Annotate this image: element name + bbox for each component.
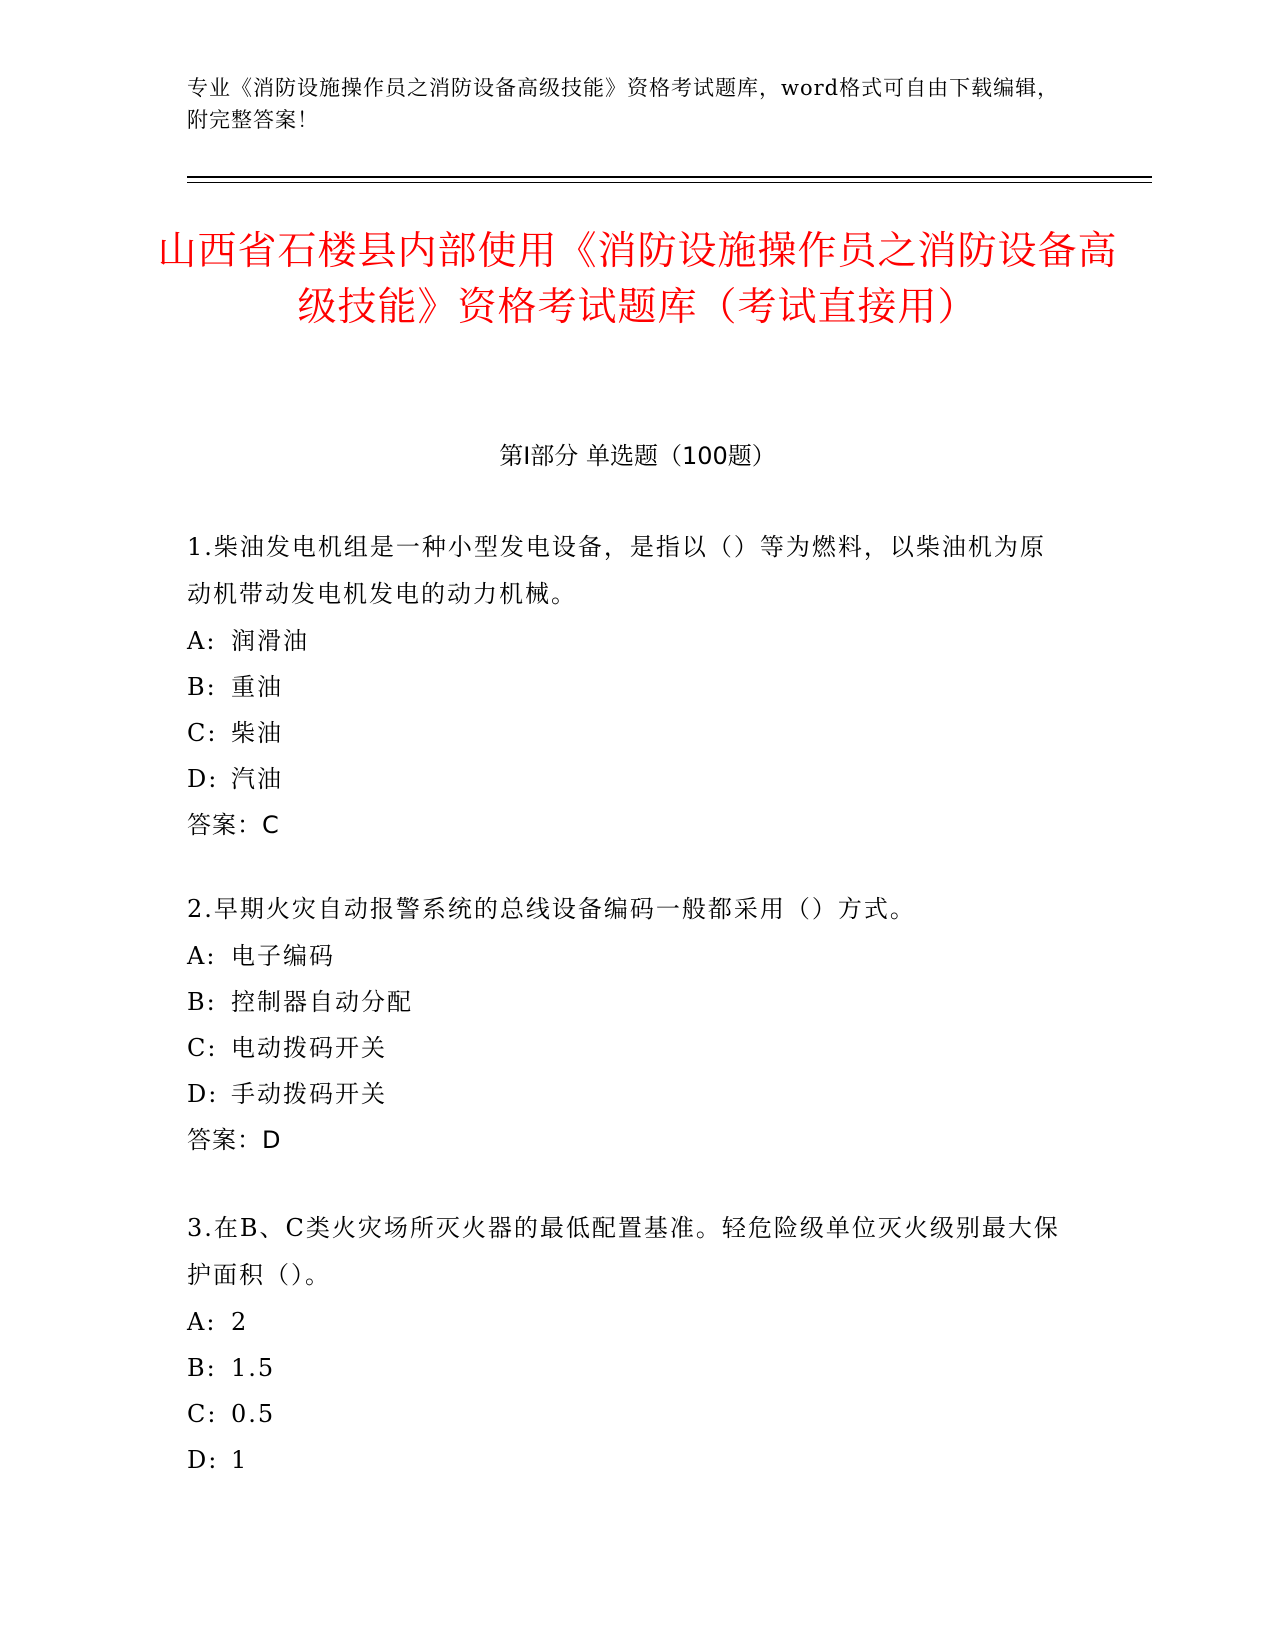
option-c	[187, 1025, 1067, 1071]
option-letter: C:	[187, 1034, 218, 1062]
header-rule-thin	[187, 182, 1152, 183]
option-text: 汽油	[231, 765, 283, 793]
option-text: 润滑油	[231, 627, 309, 655]
option-letter: C:	[187, 719, 218, 747]
question-block	[187, 886, 1067, 1163]
option-text: 重油	[231, 673, 283, 701]
option-text: 手动拨码开关	[231, 1080, 387, 1108]
option-text: 电动拨码开关	[231, 1034, 387, 1062]
header-note: 专业《消防设施操作员之消防设备高级技能》资格考试题库，word格式可自由下载编辑，附完整答案！	[187, 76, 1060, 132]
option-a	[187, 618, 1067, 664]
option-d	[187, 1071, 1067, 1117]
option-text: 控制器自动分配	[231, 988, 413, 1016]
option-letter: B:	[187, 673, 217, 701]
question-stem: 1.柴油发电机组是一种小型发电设备，是指以（）等为燃料，以柴油机为原动机带动发电机发电的动力机械。	[187, 533, 1046, 608]
option-text: 0.5	[231, 1400, 276, 1428]
option-text: 柴油	[231, 719, 283, 747]
document-title: 山西省石楼县内部使用《消防设施操作员之消防设备高级技能》资格考试题库（考试直接用）	[157, 229, 1118, 330]
option-text: 2	[231, 1308, 249, 1336]
option-a	[187, 933, 1067, 979]
question-block	[187, 524, 1067, 848]
answer-line: 答案：C	[187, 811, 280, 839]
option-letter: B:	[187, 1354, 217, 1382]
option-c	[187, 710, 1067, 756]
option-letter: B:	[187, 988, 217, 1016]
section-heading: 第I部分 单选题（100题）	[499, 442, 776, 470]
question-block	[187, 1205, 1067, 1483]
option-letter: A:	[187, 1308, 217, 1336]
answer-line: 答案：D	[187, 1126, 282, 1154]
option-b	[187, 979, 1067, 1025]
option-letter: D:	[187, 1446, 219, 1474]
option-d	[187, 756, 1067, 802]
option-letter: D:	[187, 765, 219, 793]
option-text: 1.5	[231, 1354, 276, 1382]
option-text: 1	[231, 1446, 249, 1474]
question-stem: 2.早期火灾自动报警系统的总线设备编码一般都采用（）方式。	[187, 895, 916, 923]
option-c	[187, 1391, 1067, 1437]
option-letter: C:	[187, 1400, 218, 1428]
option-letter: A:	[187, 627, 217, 655]
option-d	[187, 1437, 1067, 1483]
option-b	[187, 1345, 1067, 1391]
option-text: 电子编码	[231, 942, 335, 970]
option-letter: A:	[187, 942, 217, 970]
option-letter: D:	[187, 1080, 219, 1108]
option-a	[187, 1299, 1067, 1345]
option-b	[187, 664, 1067, 710]
question-stem: 3.在B、C类火灾场所灭火器的最低配置基准。轻危险级单位灭火级别最大保护面积（）。	[187, 1214, 1060, 1289]
header-rule-thick	[187, 176, 1152, 178]
